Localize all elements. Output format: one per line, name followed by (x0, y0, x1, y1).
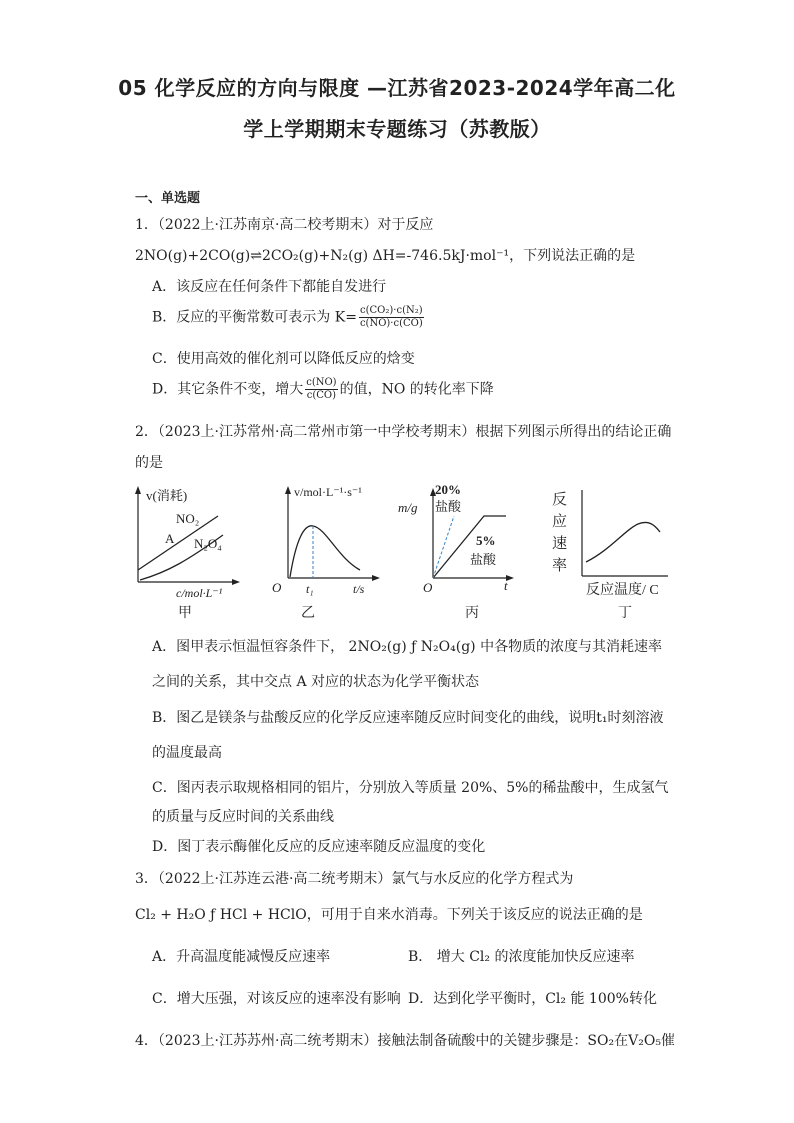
q1-option-b-text: B．反应的平衡常数可表示为 K= (152, 309, 357, 326)
q4-stem-line-1: 4．（2023上·江苏苏州·高二统考期末）接触法制备硫酸中的关键步骤是：SO₂在V₂O₅催 (135, 1033, 675, 1049)
q1-option-b-numerator: c(CO₂)·c(N₂) (360, 305, 423, 316)
q1-option-b-denominator: c(NO)·c(CO) (359, 318, 423, 329)
q1-stem: 1．（2022上·江苏南京·高二校考期末）对于反应 (135, 217, 434, 233)
yi-t1-label: t₁ (306, 582, 314, 596)
yi-origin: O (272, 580, 282, 595)
q1-option-b (152, 305, 426, 330)
q3-option-c: C．增大压强，对该反应的速率没有影响 (152, 991, 401, 1007)
figure-ding-caption: 丁 (618, 605, 632, 621)
bing-origin: O (423, 580, 433, 595)
q1-option-d-numerator: c(NO) (306, 377, 337, 388)
figure-jia-caption: 甲 (178, 605, 192, 621)
jia-ylabel: v(消耗) (146, 488, 188, 503)
bing-label-20-acid: 盐酸 (435, 499, 462, 514)
q1-option-d-text: D．其它条件不变，增大 (152, 381, 304, 398)
figure-jia (128, 480, 243, 600)
q2-option-b-line-1: B．图乙是镁条与盐酸反应的化学反应速率随反应时间变化的曲线，说明t₁时刻溶液 (152, 710, 664, 726)
figure-bing (398, 480, 518, 600)
bing-label-5-acid: 盐酸 (470, 552, 497, 567)
q3-option-d: D．达到化学平衡时，Cl₂ 能 100%转化 (408, 991, 657, 1007)
yi-ylabel: v/mol·L⁻¹·s⁻¹ (294, 485, 362, 499)
q2-option-a-line-1: A．图甲表示恒温恒容条件下， 2NO₂(g) ƒ N₂O₄(g) 中各物质的浓度与其消耗速率 (152, 639, 663, 655)
ding-xlabel: 反应温度/ C (586, 583, 659, 598)
figure-yi (268, 480, 383, 600)
yi-rate-curve (290, 526, 360, 577)
jia-xlabel: c/mol·L⁻¹ (176, 586, 223, 600)
q2-option-b-line-2: 的温度最高 (152, 745, 222, 761)
figure-bing-caption: 丙 (465, 605, 479, 621)
q3-stem-line-2: Cl₂ + H₂O ƒ HCl + HClO，可用于自来水消毒。下列关于该反应的说法正确的是 (135, 907, 643, 923)
bing-label-20: 20% (435, 482, 461, 497)
ding-ylabel-1: 反 (552, 492, 568, 508)
q3-option-a: A．升高温度能减慢反应速率 (152, 949, 331, 965)
q2-option-c-line-2: 的质量与反应时间的关系曲线 (152, 809, 334, 825)
q1-option-d-text-end: 的值，NO 的转化率下降 (339, 381, 494, 398)
bing-curve-20-percent (433, 516, 454, 578)
document-title-line-2: 学上学期期末专题练习（苏教版） (243, 117, 551, 141)
bing-xlabel: t (504, 578, 508, 593)
bing-ylabel: m/g (398, 500, 418, 515)
ding-rate-curve (586, 522, 660, 562)
ding-ylabel-4: 率 (552, 558, 568, 574)
ding-ylabel-3: 速 (552, 536, 568, 552)
q1-option-a: A．该反应在任何条件下都能自发进行 (152, 279, 387, 295)
q1-option-c: C．使用高效的催化剂可以降低反应的焓变 (152, 351, 415, 367)
q3-option-b: B． 增大 Cl₂ 的浓度能加快反应速率 (408, 949, 635, 965)
ding-ylabel-2: 应 (552, 514, 568, 530)
yi-xlabel: t/s (353, 582, 365, 596)
q2-stem-line-1: 2．（2023上·江苏常州·高二常州市第一中学校考期末）根据下列图示所得出的结论正确 (135, 424, 672, 440)
q3-stem-line-1: 3．（2022上·江苏连云港·高二统考期末）氯气与水反应的化学方程式为 (135, 871, 574, 887)
q2-option-a-line-2: 之间的关系，其中交点 A 对应的状态为化学平衡状态 (152, 674, 480, 690)
bing-label-5: 5% (476, 533, 496, 548)
figure-ding (540, 480, 675, 600)
jia-label-point-a: A (165, 531, 175, 546)
jia-label-n2o4: N₂O₄ (194, 536, 222, 551)
q1-option-d-fraction (305, 377, 337, 402)
q1-option-d (152, 377, 494, 402)
figure-yi-caption: 乙 (301, 605, 315, 621)
q2-option-c-line-1: C．图丙表示取规格相同的铝片，分别放入等质量 20%、5%的稀盐酸中，生成氢气 (152, 780, 669, 796)
q1-option-b-fraction (359, 305, 424, 330)
jia-label-no2: NO₂ (176, 511, 200, 526)
document-title-line-1: 05 化学反应的方向与限度 —江苏省2023-2024学年高二化 (118, 76, 676, 100)
q1-equation: 2NO(g)+2CO(g)⇌2CO₂(g)+N₂(g) ΔH=-746.5kJ·mol⁻¹，下列说法正确的是 (135, 248, 636, 264)
q2-option-d: D．图丁表示酶催化反应的反应速率随反应温度的变化 (152, 839, 486, 855)
q2-stem-line-2: 的是 (135, 455, 163, 471)
section-heading: 一、单选题 (135, 191, 201, 206)
q1-option-d-denominator: c(CO) (306, 390, 337, 401)
